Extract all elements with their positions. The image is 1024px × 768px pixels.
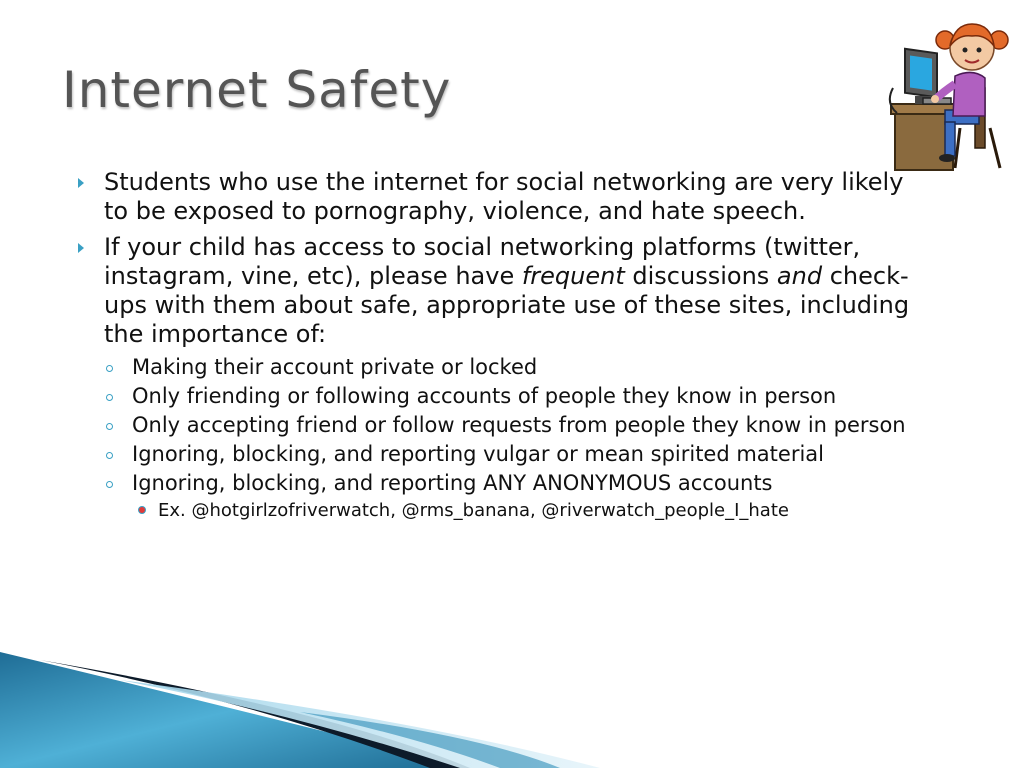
circle-bullet-icon xyxy=(106,481,113,488)
sub-bullet-item xyxy=(104,471,978,522)
circle-bullet-icon xyxy=(106,394,113,401)
bullet-item xyxy=(78,168,978,226)
circle-bullet-icon xyxy=(106,452,113,459)
bullet-item xyxy=(78,233,978,522)
sub-bullet-item xyxy=(104,413,978,438)
sub-bullet-text: Only friending or following accounts of people they know in person xyxy=(132,384,837,408)
bullet-text: If your child has access to social networking platforms (twitter, instagram, vine, etc), please have frequent discussions and check-ups with them about safe, appropriate use of these sites, including the importance of: xyxy=(104,233,910,348)
sub-bullet-text: Making their account private or locked xyxy=(132,355,538,379)
sub-bullet-text: Only accepting friend or follow requests from people they know in person xyxy=(132,413,906,437)
circle-bullet-icon xyxy=(106,365,113,372)
sub-bullet-item xyxy=(104,384,978,409)
circle-bullet-icon xyxy=(106,423,113,430)
bullet-text: Students who use the internet for social networking are very likely to be exposed to pornography, violence, and hate speech. xyxy=(104,168,904,225)
sub-bullet-item xyxy=(104,442,978,467)
sub-bullet-text: Ignoring, blocking, and reporting ANY ANONYMOUS accounts xyxy=(132,471,773,495)
square-bullet-icon xyxy=(138,506,146,514)
sub-bullet-item xyxy=(104,355,978,380)
triangle-bullet-icon xyxy=(78,243,84,253)
sub-sub-bullet-text: Ex. @hotgirlzofriverwatch, @rms_banana, @riverwatch_people_I_hate xyxy=(158,500,789,521)
slide-title: Internet Safety xyxy=(62,61,452,119)
slide-body xyxy=(78,168,978,529)
sub-bullet-text: Ignoring, blocking, and reporting vulgar or mean spirited material xyxy=(132,442,825,466)
sub-sub-bullet-item xyxy=(132,500,978,522)
girl-at-computer-icon xyxy=(885,18,1010,173)
triangle-bullet-icon xyxy=(78,178,84,188)
